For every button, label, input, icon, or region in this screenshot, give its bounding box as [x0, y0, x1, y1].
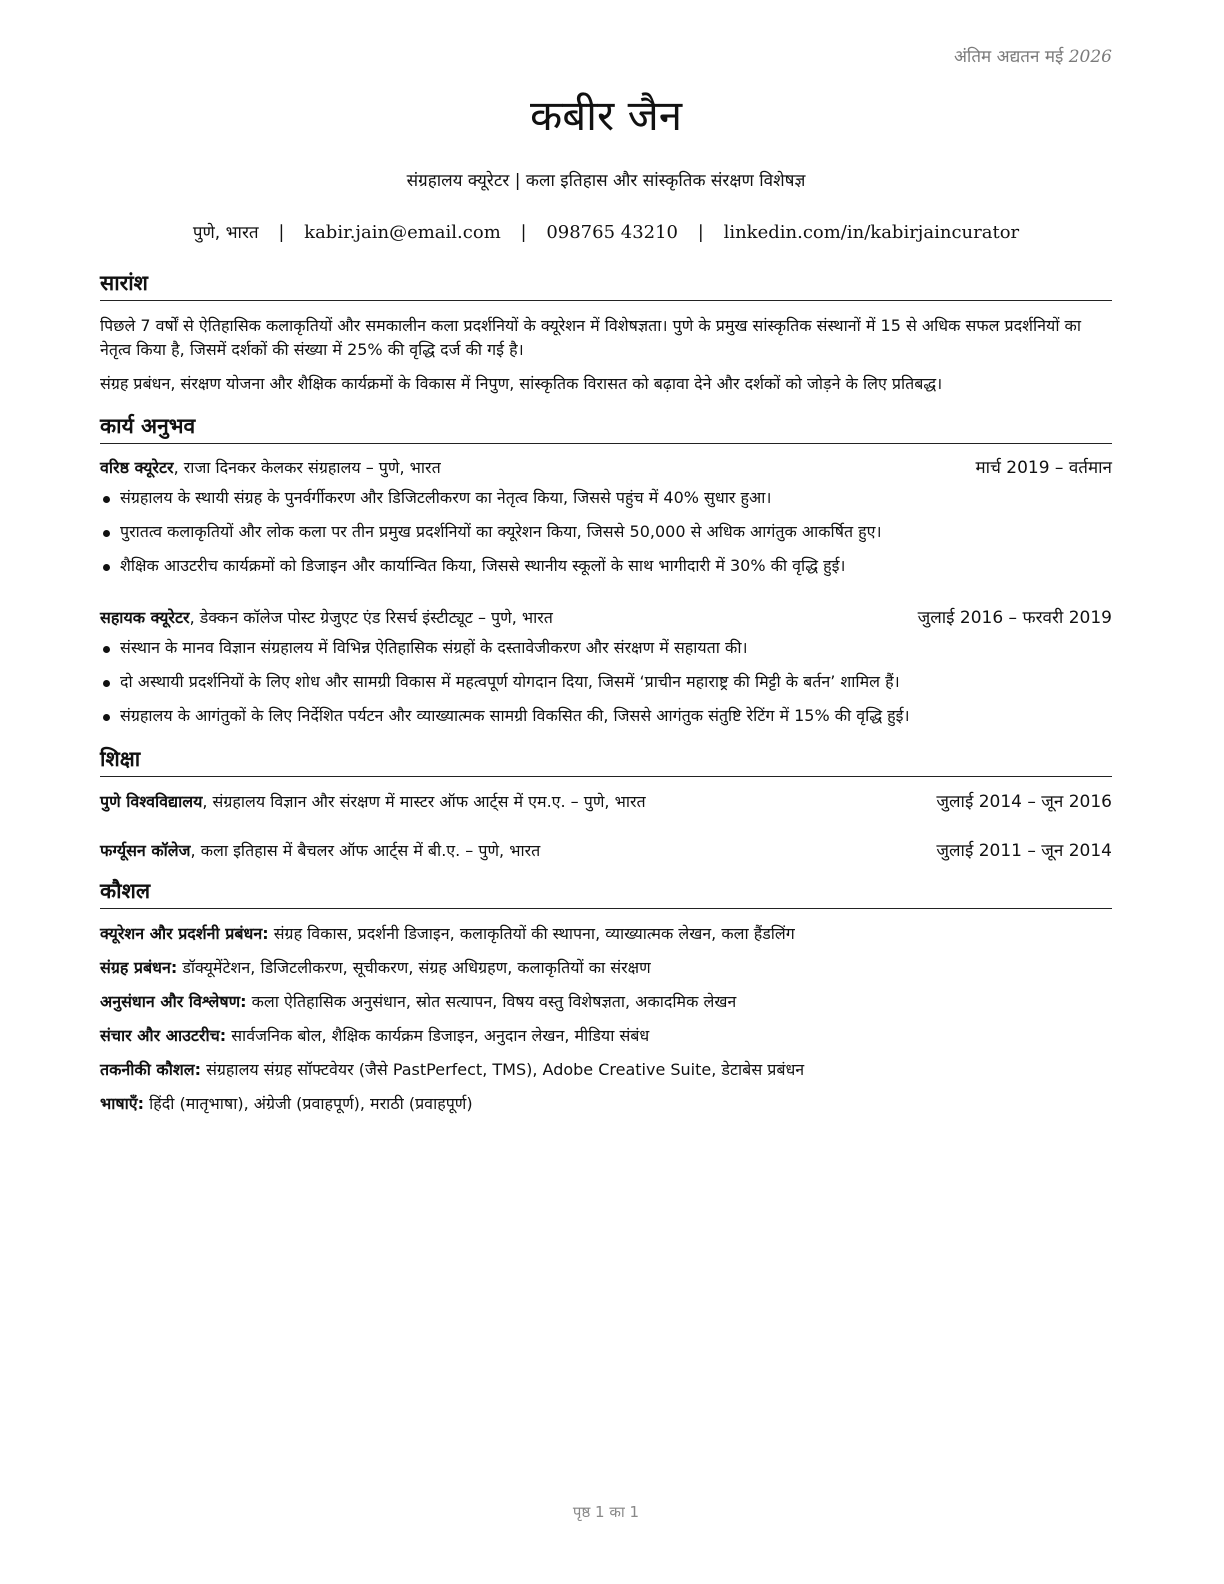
job-dates: मार्च 2019 – वर्तमान [975, 458, 1112, 478]
job-organization: , डेक्कन कॉलेज पोस्ट ग्रेजुएट एंड रिसर्च इंस्टीट्यूट – पुणे, भारत [189, 608, 553, 627]
summary-paragraph-1: पिछले 7 वर्षों से ऐतिहासिक कलाकृतियों और समकालीन कला प्रदर्शनियों के क्यूरेशन में विशेषज्ञता। पुणे के प्रमुख सांस्कृतिक संस्थानों में 15 से अधिक सफल प्रदर्शनियों का नेतृत्व किया है, जिसमें दर्शकों की संख्या में 25% की वृद्धि दर्ज की गई है। [100, 316, 1081, 359]
education-detail: , संग्रहालय विज्ञान और संरक्षण में मास्टर ऑफ आर्ट्स में एम.ए. – पुणे, भारत [202, 792, 646, 811]
job-bullet: दो अस्थायी प्रदर्शनियों के लिए शोध और सामग्री विकास में महत्वपूर्ण योगदान दिया, जिसमें ‘प्राचीन महाराष्ट्र की मिट्टी के बर्तन’ शामिल हैं। [100, 670, 1112, 704]
job-title: वरिष्ठ क्यूरेटर [100, 458, 174, 477]
contact-phone: 098765 43210 [546, 222, 679, 243]
skill-row [100, 990, 1112, 1024]
job-header [100, 456, 1112, 480]
skill-label: क्यूरेशन और प्रदर्शनी प्रबंधन: [100, 924, 269, 943]
skill-value: हिंदी (मातृभाषा), अंग्रेजी (प्रवाहपूर्ण), मराठी (प्रवाहपूर्ण) [144, 1094, 473, 1113]
education-entry [100, 790, 1112, 814]
skill-row [100, 922, 1112, 956]
contact-location: पुणे, भारत [192, 223, 259, 243]
education-line [100, 790, 646, 814]
section-heading-skills: कौशल [100, 878, 1112, 909]
job-dates: जुलाई 2016 – फरवरी 2019 [917, 608, 1112, 628]
education-detail: , कला इतिहास में बैचलर ऑफ आर्ट्स में बी.ए. – पुणे, भारत [190, 841, 541, 860]
skill-row [100, 1058, 1112, 1092]
job-bullets [100, 636, 1112, 738]
skill-row [100, 1092, 1112, 1126]
skill-label: भाषाएँ: [100, 1094, 145, 1113]
contact-separator: | [697, 222, 704, 243]
education-dates: जुलाई 2014 – जून 2016 [936, 792, 1112, 812]
education-institution: पुणे विश्वविद्यालय [100, 792, 203, 811]
resume-page [100, 0, 1112, 1584]
skill-label: अनुसंधान और विश्लेषण: [100, 992, 247, 1011]
tagline: संग्रहालय क्यूरेटर | कला इतिहास और सांस्कृतिक संरक्षण विशेषज्ञ [406, 171, 806, 191]
last-updated-label: अंतिम अद्यतन मई [953, 47, 1064, 67]
last-updated-year: 2026 [1068, 47, 1112, 67]
section-heading-experience: कार्य अनुभव [100, 413, 1112, 444]
education-entry [100, 839, 1112, 863]
job-bullet: पुरातत्व कलाकृतियों और लोक कला पर तीन प्रमुख प्रदर्शनियों का क्यूरेशन किया, जिससे 50,000 से अधिक आगंतुक आकर्षित हुए। [100, 520, 1112, 554]
skill-value: डॉक्यूमेंटेशन, डिजिटलीकरण, सूचीकरण, संग्रह अधिग्रहण, कलाकृतियों का संरक्षण [177, 958, 651, 977]
skill-value: संग्रह विकास, प्रदर्शनी डिजाइन, कलाकृतियों की स्थापना, व्याख्यात्मक लेखन, कला हैंडलिंग [268, 924, 795, 943]
job-bullet: संग्रहालय के स्थायी संग्रह के पुनर्वर्गीकरण और डिजिटलीकरण का नेतृत्व किया, जिससे पहुंच में 40% सुधार हुआ। [100, 486, 1112, 520]
skill-value: संग्रहालय संग्रह सॉफ्टवेयर (जैसे PastPerfect, TMS), Adobe Creative Suite, डेटाबेस प्रबंधन [201, 1060, 805, 1079]
job-title-line [100, 456, 441, 480]
job-bullets [100, 486, 1112, 588]
contact-email-link[interactable]: kabir.jain@email.com [304, 222, 501, 243]
last-updated [954, 44, 1112, 67]
contact-separator: | [520, 222, 527, 243]
job-bullet: संस्थान के मानव विज्ञान संग्रहालय में विभिन्न ऐतिहासिक संग्रहों के दस्तावेजीकरण और संरक्षण में सहायता की। [100, 636, 1112, 670]
job-title: सहायक क्यूरेटर [100, 608, 190, 627]
skill-value: कला ऐतिहासिक अनुसंधान, स्रोत सत्यापन, विषय वस्तु विशेषज्ञता, अकादमिक लेखन [246, 992, 737, 1011]
skill-row [100, 956, 1112, 990]
skill-label: संग्रह प्रबंधन: [100, 958, 178, 977]
contact-line [100, 220, 1112, 243]
job-bullet: शैक्षिक आउटरीच कार्यक्रमों को डिजाइन और कार्यान्वित किया, जिससे स्थानीय स्कूलों के साथ भागीदारी में 30% की वृद्धि हुई। [100, 554, 1112, 588]
skill-label: तकनीकी कौशल: [100, 1060, 201, 1079]
education-dates: जुलाई 2011 – जून 2014 [936, 841, 1112, 861]
job-title-line [100, 606, 553, 630]
skill-row [100, 1024, 1112, 1058]
page-number: पृष्ठ 1 का 1 [572, 1503, 640, 1521]
section-heading-summary: सारांश [100, 270, 1112, 301]
skill-label: संचार और आउटरीच: [100, 1026, 227, 1045]
candidate-name: कबीर जैन [529, 91, 683, 140]
job-bullet: संग्रहालय के आगंतुकों के लिए निर्देशित पर्यटन और व्याख्यात्मक सामग्री विकसित की, जिससे आगंतुक संतुष्टि रेटिंग में 15% की वृद्धि हुई। [100, 704, 1112, 738]
contact-linkedin-link[interactable]: linkedin.com/in/kabirjaincurator [723, 222, 1020, 243]
education-institution: फर्ग्यूसन कॉलेज [100, 841, 191, 860]
skills-list [100, 922, 1112, 1126]
job-header [100, 606, 1112, 630]
job-organization: , राजा दिनकर केलकर संग्रहालय – पुणे, भारत [173, 458, 441, 477]
summary-paragraph-2: संग्रह प्रबंधन, संरक्षण योजना और शैक्षिक कार्यक्रमों के विकास में निपुण, सांस्कृतिक विरासत को बढ़ावा देने और दर्शकों को जोड़ने के लिए प्रतिबद्ध। [100, 374, 943, 393]
skill-value: सार्वजनिक बोल, शैक्षिक कार्यक्रम डिजाइन, अनुदान लेखन, मीडिया संबंध [226, 1026, 650, 1045]
section-heading-education: शिक्षा [100, 746, 1112, 777]
education-line [100, 839, 540, 863]
contact-separator: | [278, 222, 285, 243]
